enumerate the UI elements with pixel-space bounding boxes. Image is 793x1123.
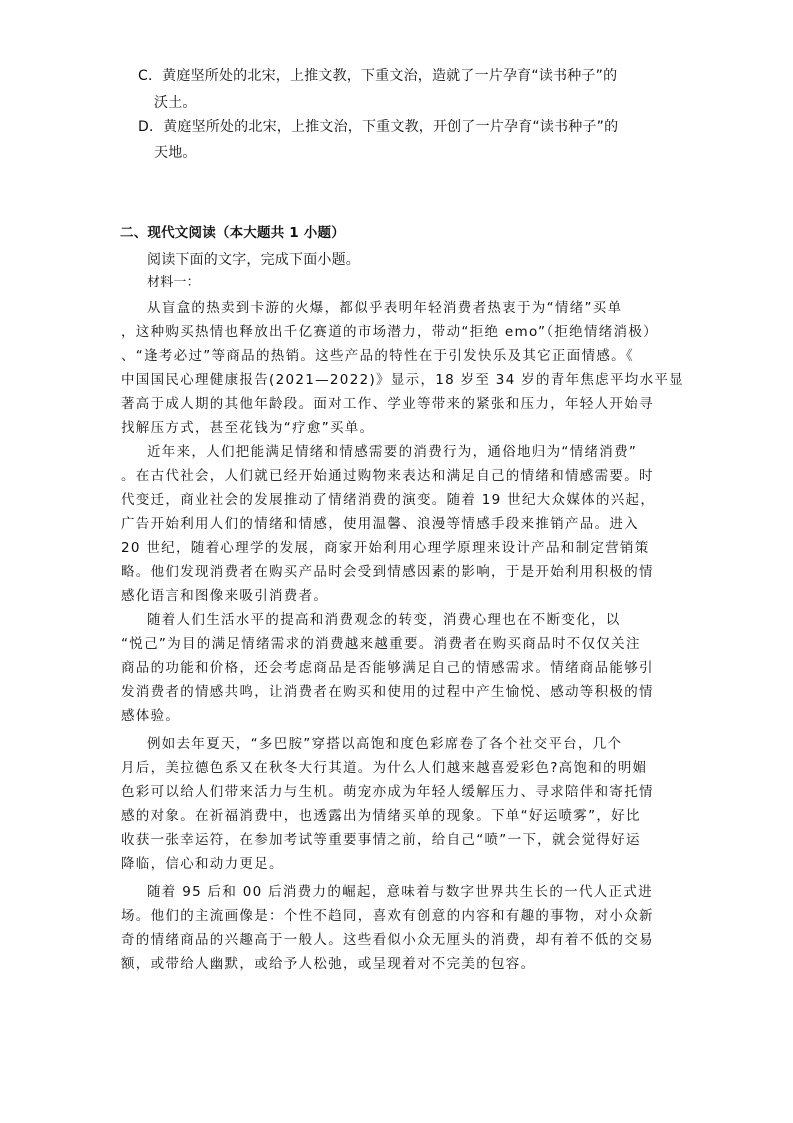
option-d-line-2: 天地。 (154, 145, 197, 161)
passage-line: 略。他们发现消费者在购买产品时会受到情感因素的影响，于是开始利用积极的情 (121, 564, 654, 580)
passage-line: 广告开始利用人们的情绪和情感，使用温馨、浪漫等情感手段来推销产品。进入 (121, 516, 639, 532)
passage-line: 代变迁，商业社会的发展推动了情绪消费的演变。随着 19 世纪大众媒体的兴起， (121, 492, 656, 508)
passage-line: 收获一张幸运符，在参加考试等重要事情之前，给自己“喷”一下，就会觉得好运 (121, 832, 641, 848)
passage-line: 随着 95 后和 00 后消费力的崛起，意味着与数字世界共生长的一代人正式进 (147, 884, 653, 900)
passage-line: 月后，美拉德色系又在秋冬大行其道。为什么人们越来越喜爱彩色?高饱和的明媚 (121, 760, 648, 776)
section-heading: 二、现代文阅读（本大题共 1 小题） (120, 225, 345, 241)
passage-line: 色彩可以给人们带来活力与生机。萌宠亦成为年轻人缓解压力、寻求陪伴和寄托情 (121, 784, 654, 800)
material-label: 材料一： (147, 275, 200, 290)
passage-line: 额，或带给人幽默，或给予人松弛，或呈现着对不完美的包容。 (121, 956, 536, 972)
passage-line: 场。他们的主流画像是：个性不趋同，喜欢有创意的内容和有趣的事物，对小众新 (121, 908, 654, 924)
passage-line: 随着人们生活水平的提高和消费观念的转变，消费心理也在不断变化，以 (147, 612, 621, 628)
passage-line: 中国国民心理健康报告(2021—2022)》显示，18 岁至 34 岁的青年焦虑平均水平显 (121, 372, 684, 388)
passage-line: 从盲盒的热卖到卡游的火爆，都似乎表明年轻消费者热衷于为“情绪”买单 (147, 300, 623, 316)
reading-instruction: 阅读下面的文字，完成下面小题。 (147, 252, 360, 268)
passage-line: 奇的情绪商品的兴趣高于一般人。这些看似小众无厘头的消费，却有着不低的交易 (121, 932, 654, 948)
option-c-line-2: 沃土。 (154, 95, 197, 111)
passage-line: 著高于成人期的其他年龄段。面对工作、学业等带来的紧张和压力，年轻人开始寻 (121, 396, 654, 412)
passage-line: 。在古代社会，人们就已经开始通过购物来表达和满足自己的情绪和情感需要。时 (121, 468, 654, 484)
passage-line: 感化语言和图像来吸引消费者。 (121, 588, 329, 604)
passage-line: 感的对象。在祈福消费中，也透露出为情绪买单的现象。下单“好运喷雾”，好比 (121, 808, 641, 824)
passage-line: 找解压方式，甚至花钱为“疗愈”买单。 (121, 420, 375, 436)
passage-line: 近年来，人们把能满足情绪和情感需要的消费行为，通俗地归为“情绪消费” (147, 444, 638, 460)
passage-line: 降临，信心和动力更足。 (121, 856, 284, 872)
option-d-line-1: D．黄庭坚所处的北宋，上推文治，下重文教，开创了一片孕育“读书种子”的 (138, 119, 619, 135)
option-c-line-1: C．黄庭坚所处的北宋，上推文教，下重文治，造就了一片孕育“读书种子”的 (138, 68, 618, 84)
passage-line: 例如去年夏天，“多巴胺”穿搭以高饱和度色彩席卷了各个社交平台，几个 (147, 736, 623, 752)
passage-line: 20 世纪，随着心理学的发展，商家开始利用心理学原理来设计产品和制定营销策 (121, 540, 650, 556)
passage-line: “悦己”为目的满足情绪需求的消费越来越重要。消费者在购买商品时不仅仅关注 (121, 636, 641, 652)
passage-line: 商品的功能和价格，还会考虑商品是否能够满足自己的情感需求。情绪商品能够引 (121, 660, 654, 676)
passage-line: 发消费者的情感共鸣，让消费者在购买和使用的过程中产生愉悦、感动等积极的情 (121, 684, 654, 700)
passage-line: ，这种购买热情也释放出千亿赛道的市场潜力，带动“拒绝 emo”（拒绝情绪消极） (121, 324, 658, 340)
passage-line: 、“逢考必过”等商品的热销。这些产品的特性在于引发快乐及其它正面情感。《 (121, 348, 635, 364)
passage-line: 感体验。 (121, 708, 181, 724)
